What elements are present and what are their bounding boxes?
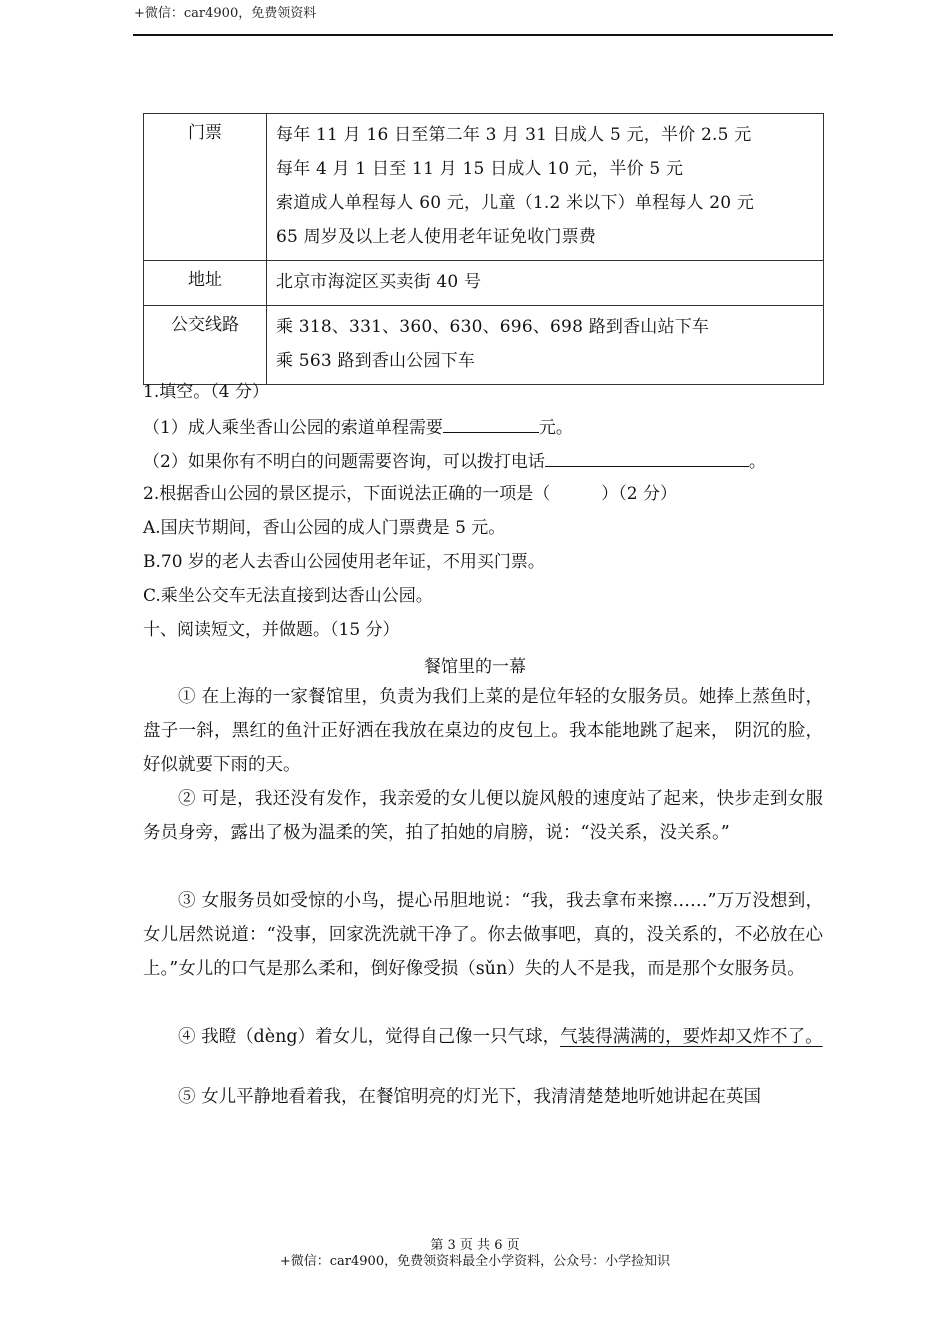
ticket-line: 每年 4 月 1 日至 11 月 15 日成人 10 元，半价 5 元 xyxy=(276,159,684,179)
question-1-2 xyxy=(143,448,766,474)
answer-blank-phone[interactable] xyxy=(545,448,749,467)
table-label-bus: 公交线路 xyxy=(144,306,267,385)
ticket-line: 65 周岁及以上老人使用老年证免收门票费 xyxy=(276,227,597,247)
option-b: B.70 岁的老人去香山公园使用老年证，不用买门票。 xyxy=(143,552,545,572)
question-1-2-end: 。 xyxy=(748,452,766,472)
table-content-tickets xyxy=(267,114,824,261)
table-label-tickets: 门票 xyxy=(144,114,267,261)
table-content-bus xyxy=(267,306,824,385)
section-ten-heading: 十、阅读短文，并做题。（15 分） xyxy=(143,620,400,640)
header-divider xyxy=(133,34,833,36)
footer-note: +微信：car4900，免费领资料最全小学资料，公众号：小学捡知识 xyxy=(279,1254,671,1269)
table-row-bus xyxy=(144,306,824,385)
question-1-2-text: （2）如果你有不明白的问题需要咨询，可以拨打电话 xyxy=(143,452,545,472)
table-row-address xyxy=(144,261,824,306)
address-line: 北京市海淀区买卖街 40 号 xyxy=(276,272,482,292)
page-number: 第 3 页 共 6 页 xyxy=(430,1238,520,1253)
question-1-1-unit: 元。 xyxy=(538,418,573,438)
table-content-address xyxy=(267,261,824,306)
table-row-tickets xyxy=(144,114,824,261)
passage-title: 餐馆里的一幕 xyxy=(424,657,526,677)
paragraph-3: ③ 女服务员如受惊的小鸟，提心吊胆地说：“我，我去拿布来擦……”万万没想到，女儿居然说道：“没事，回家洗洗就干净了。你去做事吧，真的，没关系的，不必放在心上。”女儿的口气是那么柔和，倒好像受损（sǔn）失的人不是我，而是那个女服务员。 xyxy=(143,891,823,979)
paragraph-4-text: ④ 我瞪（dèng）着女儿，觉得自己像一只气球， xyxy=(178,1027,561,1047)
ticket-line: 每年 11 月 16 日至第二年 3 月 31 日成人 5 元，半价 2.5 元 xyxy=(276,125,752,145)
answer-blank-fare[interactable] xyxy=(443,414,539,433)
ticket-line: 索道成人单程每人 60 元，儿童（1.2 米以下）单程每人 20 元 xyxy=(276,193,755,213)
bus-line: 乘 563 路到香山公园下车 xyxy=(276,351,476,371)
paragraph-5: ⑤ 女儿平静地看着我，在餐馆明亮的灯光下，我清清楚楚地听她讲起在英国 xyxy=(178,1087,762,1107)
paragraph-4 xyxy=(143,1020,823,1054)
header-note: +微信：car4900，免费领资料 xyxy=(134,6,317,21)
paragraph-4-underlined: 气装得满满的，要炸却又炸不了。 xyxy=(560,1027,823,1047)
question-1-1-text: （1）成人乘坐香山公园的索道单程需要 xyxy=(143,418,443,438)
question-1-title: 1.填空。（4 分） xyxy=(143,382,269,402)
option-a: A.国庆节期间，香山公园的成人门票费是 5 元。 xyxy=(143,518,506,538)
table-label-address: 地址 xyxy=(144,261,267,306)
paragraph-1: ① 在上海的一家餐馆里，负责为我们上菜的是位年轻的女服务员。她捧上蒸鱼时，盘子一斜，黑红的鱼汁正好洒在我放在桌边的皮包上。我本能地跳了起来， 阴沉的脸，好似就要下雨的天。 xyxy=(143,687,823,775)
question-2-title: 2.根据香山公园的景区提示，下面说法正确的一项是（ ）（2 分） xyxy=(143,484,677,504)
park-info-table xyxy=(143,113,824,385)
question-1-1 xyxy=(143,414,573,440)
option-c: C.乘坐公交车无法直接到达香山公园。 xyxy=(143,586,433,606)
paragraph-2: ② 可是，我还没有发作，我亲爱的女儿便以旋风般的速度站了起来，快步走到女服务员身旁，露出了极为温柔的笑，拍了拍她的肩膀，说：“没关系，没关系。” xyxy=(143,789,823,843)
bus-line: 乘 318、331、360、630、696、698 路到香山站下车 xyxy=(276,317,710,337)
